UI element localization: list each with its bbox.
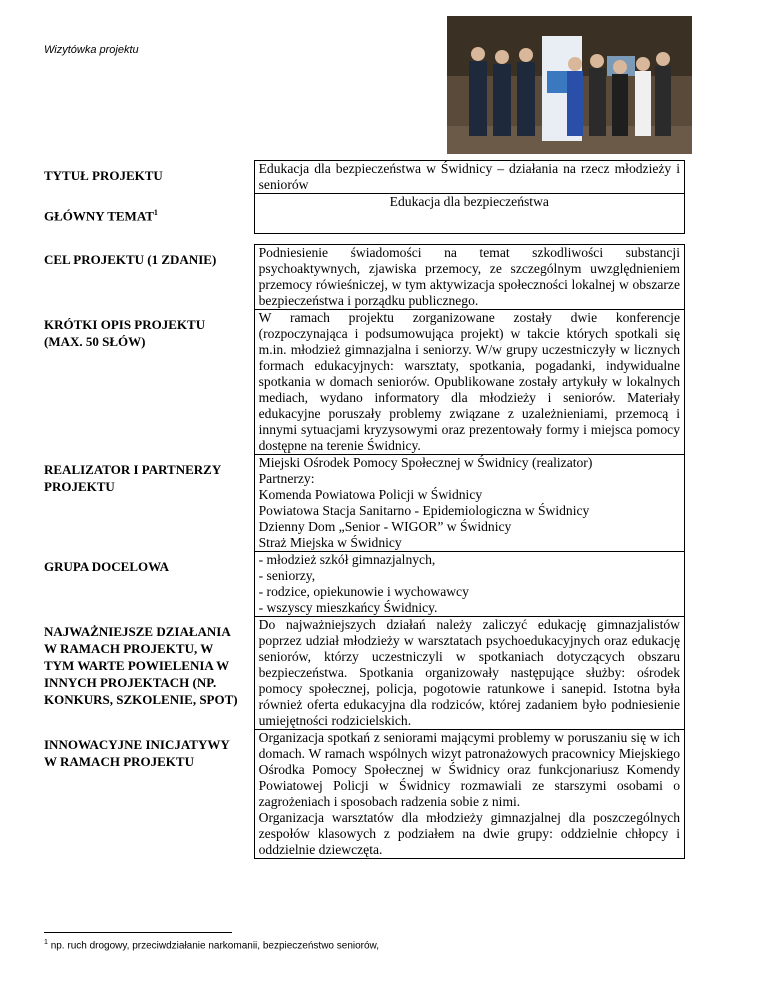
row-theme (44, 194, 685, 234)
page-header: Wizytówka projektu (44, 44, 139, 56)
footnote-number: 1 (44, 939, 48, 946)
value-goal: Podniesienie świadomości na temat szkodliwości substancji psychoaktywnych, zjawiska przemocy, ze szczególnym uwzględnieniem przemocy rówieśniczej, w tym aktywizacja społeczności lokalnej w obszarze bezpieczeństwa i porządku publicznego. (254, 245, 684, 310)
target-line: - rodzice, opiekunowie i wychowawcy (258, 584, 469, 600)
row-title (44, 161, 685, 194)
label-innovative: INNOWACYJNE INICJATYWY W RAMACH PROJEKTU (44, 736, 230, 769)
innovative-paragraph: Organizacja spotkań z seniorami mającymi problemy w poruszaniu się w ich domach. W ramach wspólnych wizyt patronażowych pracownicy Miejskiego Ośrodka Pomocy Społecznej w Świdnicy oraz funkcjonariusz Komendy Powiatowej Policji w Świdnicy rozmawiali ze starszymi osobami o zagrożeniach i sposobach radzenia sobie z nimi. (258, 730, 680, 810)
row-target (44, 552, 685, 617)
project-card-table (44, 160, 685, 859)
row-partners (44, 455, 685, 552)
partner-line: Partnerzy: (258, 471, 315, 487)
value-target (254, 552, 684, 617)
value-partners (254, 455, 684, 552)
value-actions: Do najważniejszych działań należy zaliczyć edukację gimnazjalistów poprzez udział młodzieży w warsztatach psychoedukacyjnych oraz edukację seniorów, którzy uczestniczyli w spotkaniach dotyczących obszaru bezpieczeństwa. Spotkania organizowały następujące służby: ośrodek pomocy społecznej, policja, pogotowie ratunkowe i sanepid. Istotna była również oferta edukacyjna dla rodziców, której zadaniem było podniesienie umiejętności rodzicielskich. (254, 617, 684, 730)
footnote-separator (44, 932, 232, 933)
row-innovative (44, 730, 685, 859)
partner-line: Straż Miejska w Świdnicy (258, 535, 402, 551)
partner-line: Miejski Ośrodek Pomocy Społecznej w Świdnicy (realizator) (258, 455, 593, 471)
value-innovative (254, 730, 684, 859)
label-theme (44, 194, 254, 234)
target-line: - wszyscy mieszkańcy Świdnicy. (258, 600, 438, 616)
value-description: W ramach projektu zorganizowane zostały dwie konferencje (rozpoczynająca i podsumowująca projekt) w takcie których spotkali się m.in. młodzież gimnazjalna i seniorzy. W/w grupy uczestniczyły w licznych formach edukacyjnych: warsztaty, spotkania, pogadanki, indywidualne spotkania w domach seniorów. Opublikowane zostały artykuły w lokalnych mediach, wydano informatory dla młodzieży i seniorów. Materiały edukacyjne poruszały problemy związane z uzależnieniami, przemocą i innymi sytuacjami kryzysowymi oraz prezentowały formy i miejsca pomocy dostępne na terenie Świdnicy. (254, 310, 684, 455)
label-goal: CEL PROJEKTU (1 ZDANIE) (44, 251, 217, 267)
target-line: - młodzież szkół gimnazjalnych, (258, 552, 436, 568)
project-photo (447, 16, 692, 154)
photo-illustration (447, 16, 692, 154)
label-theme-text: GŁÓWNY TEMAT (44, 207, 154, 223)
row-actions (44, 617, 685, 730)
row-description (44, 310, 685, 455)
partner-line: Dzienny Dom „Senior - WIGOR” w Świdnicy (258, 519, 512, 535)
label-actions: NAJWAŻNIEJSZE DZIAŁANIA W RAMACH PROJEKTU, W TYM WARTE POWIELENIA W INNYCH PROJEKTACH (NP. KONKURS, SZKOLENIE, SPOT) (44, 623, 238, 707)
footnote-ref: 1 (153, 207, 158, 217)
value-theme: Edukacja dla bezpieczeństwa (254, 194, 684, 234)
innovative-paragraph: Organizacja warsztatów dla młodzieży gimnazjalnej dla poszczególnych zespołów klasowych z podziałem na dwie grupy: oddzielnie chłopcy i oddzielnie dziewczęta. (258, 810, 680, 858)
row-goal (44, 245, 685, 310)
value-title: Edukacja dla bezpieczeństwa w Świdnicy – działania na rzecz młodzieży i seniorów (254, 161, 684, 194)
label-partners: REALIZATOR I PARTNERZY PROJEKTU (44, 461, 221, 494)
label-target: GRUPA DOCELOWA (44, 558, 170, 574)
label-description: KRÓTKI OPIS PROJEKTU (MAX. 50 SŁÓW) (44, 316, 206, 349)
partner-line: Komenda Powiatowa Policji w Świdnicy (258, 487, 483, 503)
target-line: - seniorzy, (258, 568, 316, 584)
label-title: TYTUŁ PROJEKTU (44, 167, 163, 183)
footnote-text: np. ruch drogowy, przeciwdziałanie narkomanii, bezpieczeństwo seniorów, (50, 940, 380, 952)
partner-line: Powiatowa Stacja Sanitarno - Epidemiologiczna w Świdnicy (258, 503, 590, 519)
footnote (44, 939, 379, 951)
